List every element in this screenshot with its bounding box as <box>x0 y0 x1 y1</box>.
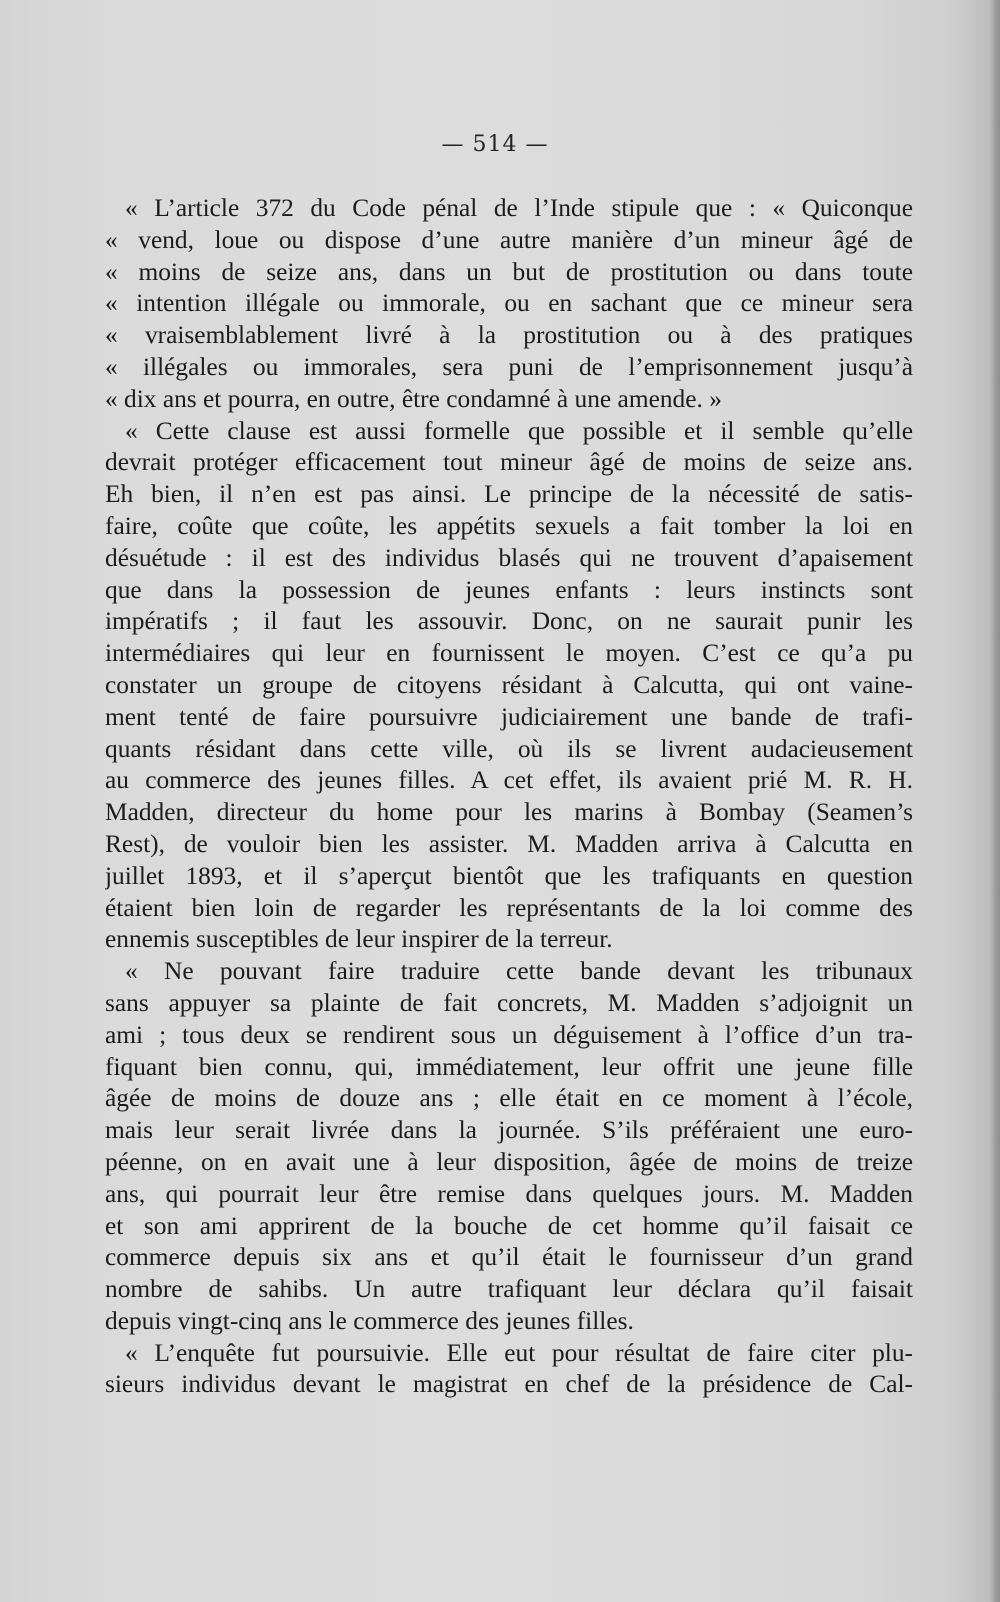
body-text <box>105 193 913 1401</box>
text-line: « intention illégale ou immorale, ou en sachant que ce mineur sera <box>105 289 913 318</box>
text-line: intermédiaires qui leur en fournissent le moyen. C’est ce qu’a pu <box>105 639 913 668</box>
text-line: « Ne pouvant faire traduire cette bande devant les tribunaux <box>125 957 913 986</box>
text-line: commerce depuis six ans et qu’il était le fournisseur d’un grand <box>105 1243 913 1272</box>
text-line: Eh bien, il n’en est pas ainsi. Le principe de la nécessité de satis- <box>105 480 913 509</box>
text-line: Rest), de vouloir bien les assister. M. Madden arriva à Calcutta en <box>105 829 913 858</box>
text-line: sieurs individus devant le magistrat en chef de la présidence de Cal- <box>105 1370 913 1399</box>
text-line: âgée de moins de douze ans ; elle était en ce moment à l’école, <box>105 1084 913 1113</box>
text-line: étaient bien loin de regarder les représentants de la loi comme des <box>105 893 913 922</box>
text-line: et son ami apprirent de la bouche de cet homme qu’il faisait ce <box>105 1211 913 1240</box>
text-line: ment tenté de faire poursuivre judiciairement une bande de trafi- <box>105 702 913 731</box>
text-line: depuis vingt-cinq ans le commerce des jeunes filles. <box>105 1306 634 1335</box>
text-line: mais leur serait livrée dans la journée. S’ils préféraient une euro- <box>105 1116 913 1145</box>
text-line: nombre de sahibs. Un autre trafiquant leur déclara qu’il faisait <box>105 1275 913 1304</box>
text-line: désuétude : il est des individus blasés qui ne trouvent d’apaisement <box>105 543 913 572</box>
text-line: Madden, directeur du home pour les marins à Bombay (Seamen’s <box>105 798 913 827</box>
text-line: « dix ans et pourra, en outre, être condamné à une amende. » <box>105 384 722 413</box>
text-line: « Cette clause est aussi formelle que possible et il semble qu’elle <box>125 416 913 445</box>
text-line: faire, coûte que coûte, les appétits sexuels a fait tomber la loi en <box>105 511 913 540</box>
text-line: « illégales ou immorales, sera puni de l’emprisonnement jusqu’à <box>105 352 913 381</box>
text-line: devrait protéger efficacement tout mineur âgé de moins de seize ans. <box>105 448 913 477</box>
text-line: juillet 1893, et il s’aperçut bientôt que les trafiquants en question <box>105 861 913 890</box>
text-line: ennemis susceptibles de leur inspirer de la terreur. <box>105 925 613 954</box>
page-edge-shadow <box>990 0 1000 1602</box>
text-line: que dans la possession de jeunes enfants : leurs instincts sont <box>105 575 913 604</box>
text-line: fiquant bien connu, qui, immédiatement, leur offrit une jeune fille <box>105 1052 913 1081</box>
page-number: — 514 — <box>441 132 549 157</box>
text-line: sans appuyer sa plainte de fait concrets, M. Madden s’adjoignit un <box>105 988 913 1017</box>
text-line: « vend, loue ou dispose d’une autre manière d’un mineur âgé de <box>105 225 913 254</box>
text-line: « moins de seize ans, dans un but de prostitution ou dans toute <box>105 257 913 286</box>
text-line: constater un groupe de citoyens résidant à Calcutta, qui ont vaine- <box>105 670 913 699</box>
text-line: au commerce des jeunes filles. A cet effet, ils avaient prié M. R. H. <box>105 766 913 795</box>
text-line: ami ; tous deux se rendirent sous un déguisement à l’office d’un tra- <box>105 1020 913 1049</box>
text-line: ans, qui pourrait leur être remise dans quelques jours. M. Madden <box>105 1179 913 1208</box>
text-line: impératifs ; il faut les assouvir. Donc, on ne saurait punir les <box>105 607 913 636</box>
text-line: « L’enquête fut poursuivie. Elle eut pour résultat de faire citer plu- <box>125 1338 913 1367</box>
text-line: péenne, on en avait une à leur disposition, âgée de moins de treize <box>105 1147 913 1176</box>
text-line: « vraisemblablement livré à la prostitution ou à des pratiques <box>105 321 913 350</box>
text-line: « L’article 372 du Code pénal de l’Inde stipule que : « Quiconque <box>125 194 913 222</box>
text-line: quants résidant dans cette ville, où ils se livrent audacieusement <box>105 734 913 763</box>
